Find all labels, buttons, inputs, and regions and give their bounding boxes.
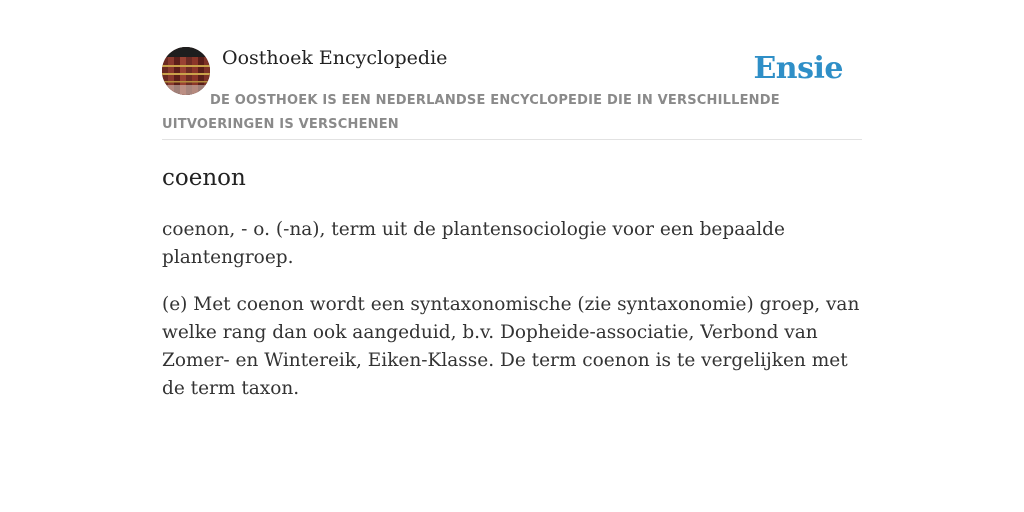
site-title[interactable]: Oosthoek Encyclopedie	[222, 47, 448, 69]
book-spines-icon[interactable]	[162, 47, 210, 95]
article-title: coenon	[162, 165, 246, 191]
site-header	[162, 0, 862, 140]
page	[162, 0, 862, 512]
article	[162, 160, 862, 422]
article-paragraph-1: coenon, - o. (-na), term uit de plantensociologie voor een bepaalde plantengroep.	[162, 219, 785, 268]
site-tagline: DE OOSTHOEK IS EEN NEDERLANDSE ENCYCLOPEDIE DIE IN VERSCHILLENDE UITVOERINGEN IS VERSCHENEN	[162, 93, 780, 132]
ensie-logo-link[interactable]: Ensie	[753, 51, 843, 86]
article-paragraph-2: (e) Met coenon wordt een syntaxonomische (zie syntaxonomie) groep, van welke rang dan ook aangeduid, b.v. Dopheide-associatie, Verbond van Zomer- en Wintereik, Eiken-Klasse. De term coenon is te vergelijken met de term taxon.	[162, 294, 860, 399]
